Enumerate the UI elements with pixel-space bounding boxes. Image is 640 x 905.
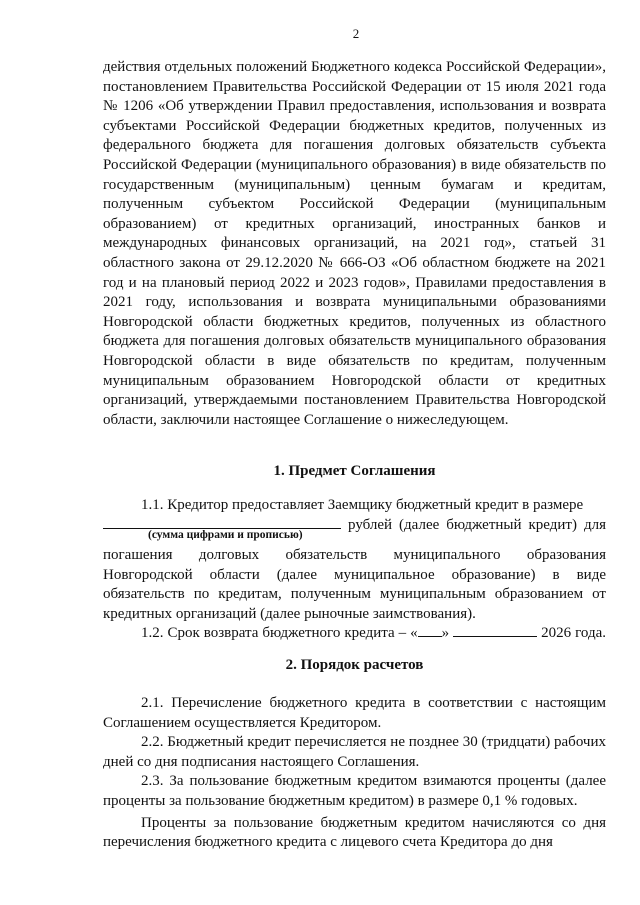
clause-2-1: 2.1. Перечисление бюджетного кредита в соответствии с настоящим Соглашением осуществляется Кредитором. (103, 695, 606, 731)
clause-2-4: Проценты за пользование бюджетным кредитом начисляются со дня перечисления бюджетного кредита с лицевого счета Кредитора до дня (103, 814, 606, 851)
section-2-heading: 2. Порядок расчетов (285, 657, 424, 673)
section-1-heading: 1. Предмет Соглашения (273, 463, 436, 479)
section-2-body (103, 694, 606, 853)
intro-text: действия отдельных положений Бюджетного кодекса Российской Федерации», постановлением Правительства Российской Федерации от 15 июля 2021 года № 1206 «Об утверждении Правил предоставления, использования и возврата субъектами Российской Федерации бюджетных кредитов, полученных из федерального бюджета для погашения долговых обязательств субъекта Российской Федерации (муниципального образования) в виде обязательств по государственным (муниципальным) ценным бумагам и кредитам, полученным субъектом Российской Федерации (муниципальным образованием) от кредитных организаций, иностранных банков и международных финансовых организаций, на 2021 год», статьей 31 областного закона от 29.12.2020 № 666-ОЗ «Об областном бюджете на 2021 год и на плановый период 2022 и 2023 годов», Правилами предоставления в 2021 году, использования и возврата муниципальными образованиями Новгородской области бюджетных кредитов, полученных из областного бюджета для погашения долговых обязательств муниципального образования Новгородской области в виде обязательств по кредитам, полученным муниципальным образованием Новгородской области от кредитных организаций, утверждаемыми постановлением Правительства Новгородской области, заключили настоящее Соглашение о нижеследующем. (103, 59, 606, 428)
clause-1-1-end: погашения долговых обязательств муниципального образования Новгородской области (далее муниципальное образование) в виде обязательств по кредитам, полученным муниципальным образованием от кредитных организаций (далее рыночные заимствования). (103, 547, 606, 622)
clause-1-2 (103, 624, 606, 644)
clause-1-1-start: 1.1. Кредитор предоставляет Заемщику бюджетный кредит в размере (141, 497, 584, 513)
clause-1-2-end: 2026 года. (541, 625, 607, 641)
clause-2-2: 2.2. Бюджетный кредит перечисляется не позднее 30 (тридцати) рабочих дней со дня подписания настоящего Соглашения. (103, 734, 606, 770)
clause-1-1-continued (103, 546, 606, 624)
clause-1-2-start: 1.2. Срок возврата бюджетного кредита – « (141, 625, 418, 641)
amount-caption: (сумма цифрами и прописью) (148, 529, 303, 541)
clause-1-1-mid: рублей (далее бюджетный кредит) для (348, 516, 606, 533)
month-blank-field[interactable] (453, 636, 537, 637)
clause-1-2-quote-close: » (441, 625, 450, 641)
clause-2-3: 2.3. За пользование бюджетным кредитом взимаются проценты (далее проценты за пользование бюджетным кредитом) в размере 0,1 % годовых. (103, 773, 606, 809)
page-number: 2 (352, 26, 360, 41)
intro-paragraph (103, 58, 606, 430)
day-blank-field[interactable] (418, 636, 442, 637)
